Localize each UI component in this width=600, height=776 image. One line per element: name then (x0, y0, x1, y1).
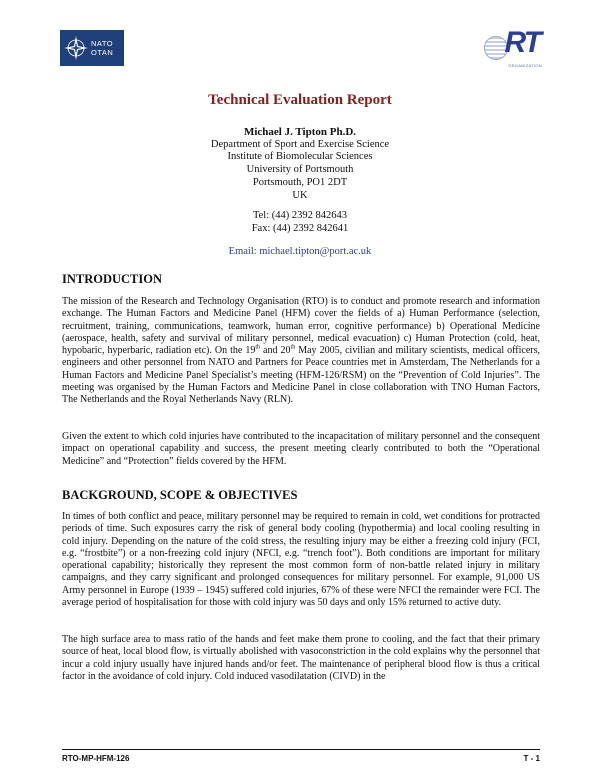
author-tel: Tel: (44) 2392 842643 (252, 210, 348, 222)
footer-page-number: T - 1 (523, 754, 540, 763)
footer-rule (62, 749, 540, 750)
background-paragraph-2: The high surface area to mass ratio of the hands and feet make them prone to cooling, and the fact that their primary source of heat, local blood flow, is virtually abolished with vasoconstriction in the cold explains why the personnel that incur a cold injury usually have injured hands and/or feet. The maintenance of peripheral blood flow is thus a critical factor in the avoidance of cold injury. Cold induced vasodilatation (CIVD) in the (62, 634, 540, 682)
otan-label: OTAN (91, 48, 114, 57)
introduction-paragraph-1: The mission of the Research and Technology Organisation (RTO) is to conduct and promote research and information exchange. The Human Factors and Medicine Panel (HFM) cover the fields of a) Human Performance (selection, recruitment, training, communications, teamwork, human error, cognitive performance) b) Operational Medicine (aerospace, health, safety and survival of military personnel, medical evacuation) c) Human Protection (cold, heat, hypobaric, hyperbaric, radiation etc). On the 19th and 20th May 2005, civilian and military scientists, medical officers, engineers and other personnel from NATO and Partners for Peace countries met in Amsterdam, The Netherlands for a Human Factors and Medicine Panel Specialist’s meeting (HFM-126/RSM) on the “Prevention of Cold Injuries”. The meeting was organised by the Human Factors and Medicine Panel in close collaboration with TNO Human Factors, The Netherlands and the Royal Netherlands Navy (RLN). (62, 296, 540, 406)
report-title: Technical Evaluation Report (208, 92, 392, 108)
author-city: Portsmouth, PO1 2DT (252, 176, 348, 188)
introduction-heading: INTRODUCTION (62, 272, 163, 286)
author-department: Department of Sport and Exercise Science (210, 138, 390, 150)
author-country: UK (292, 189, 308, 201)
introduction-paragraph-2: Given the extent to which cold injuries have contributed to the incapacitation of military personnel and the consequent impact on operational capability and success, the present meeting clearly contributed to both the “Operational Medicine” and “Protection” fields covered by the HFM. (62, 431, 540, 467)
rt-mark: RT (504, 26, 540, 59)
background-heading: BACKGROUND, SCOPE & OBJECTIVES (62, 488, 298, 502)
nato-otan-logo (60, 30, 124, 66)
author-institute: Institute of Biomolecular Sciences (227, 151, 373, 163)
author-block (0, 126, 600, 258)
nato-compass-star-icon (63, 35, 89, 61)
footer-doc-id: RTO-MP-HFM-126 (62, 754, 130, 763)
author-name: Michael J. Tipton Ph.D. (243, 126, 357, 138)
nato-label: NATO (91, 39, 114, 48)
author-fax: Fax: (44) 2392 842641 (251, 222, 349, 234)
background-paragraph-1: In times of both conflict and peace, military personnel may be required to remain in cold, wet conditions for protracted periods of time. Such exposures carry the risk of general body cooling (hypothermia) and local cooling resulting in cold injury. Depending on the nature of the cold stress, the resulting injury may be either a freezing cold injury (FCI, e.g. “frostbite”) or a non-freezing cold injury (NFCI, e.g. “trench foot”). Both conditions are important for military operational capability; historically they represent the most common form of non-battle related injury in military campaigns, and they carry significant and prolonged consequences for military personnel. For example, 91,000 US Army personnel in Europe (1939 – 1945) suffered cold injuries, 67% of these were NFCI the remainder were FCI. The average period of hospitalisation for those with cold injury was 50 days and only 15% returned to active duty. (62, 511, 540, 609)
author-email-link[interactable]: Email: michael.tipton@port.ac.uk (228, 245, 372, 257)
rto-logo (480, 26, 542, 68)
author-university: University of Portsmouth (246, 164, 354, 176)
rt-subtitle: ORGANIZATION (508, 63, 542, 68)
